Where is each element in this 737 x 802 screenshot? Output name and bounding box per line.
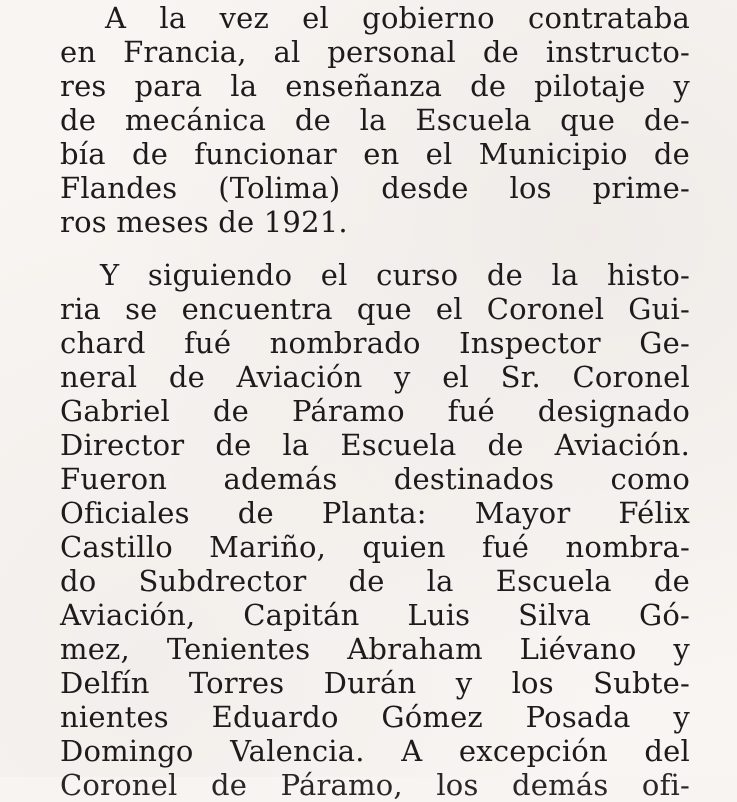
text-line: bía de funcionar en el Municipio de [60, 137, 690, 171]
text-line: en Francia, al personal de instructo- [60, 35, 690, 69]
text-line: ros meses de 1921. [60, 205, 348, 239]
text-line: chard fué nombrado Inspector Ge- [60, 326, 690, 360]
text-line: de mecánica de la Escuela que de- [60, 103, 690, 137]
text-line: Domingo Valencia. A excepción del [60, 734, 690, 768]
text-line: Coronel de Páramo, los demás ofi- [60, 768, 690, 802]
text-line: A la vez el gobierno contrataba [105, 1, 690, 35]
text-line: mez, Tenientes Abraham Liévano y [60, 632, 690, 666]
text-line: nientes Eduardo Gómez Posada y [60, 700, 690, 734]
text-line: neral de Aviación y el Sr. Coronel [60, 360, 690, 394]
text-line: Oficiales de Planta: Mayor Félix [60, 496, 690, 530]
text-line: do Subdrector de la Escuela de [60, 564, 690, 598]
text-line: Aviación, Capitán Luis Silva Gó- [60, 598, 690, 632]
text-line: Gabriel de Páramo fué designado [60, 394, 690, 428]
text-line: Delfín Torres Durán y los Subte- [60, 666, 690, 700]
text-line: ria se encuentra que el Coronel Gui- [60, 292, 690, 326]
text-line: Director de la Escuela de Aviación. [60, 428, 690, 462]
text-line: Castillo Mariño, quien fué nombra- [60, 530, 690, 564]
text-line: res para la enseñanza de pilotaje y [60, 69, 690, 103]
text-line: Y siguiendo el curso de la histo- [100, 258, 690, 292]
text-line: Flandes (Tolima) desde los prime- [60, 171, 690, 205]
paragraph-1 [60, 1, 690, 239]
paragraph-2 [60, 258, 690, 802]
text-line: Fueron además destinados como [60, 462, 690, 496]
